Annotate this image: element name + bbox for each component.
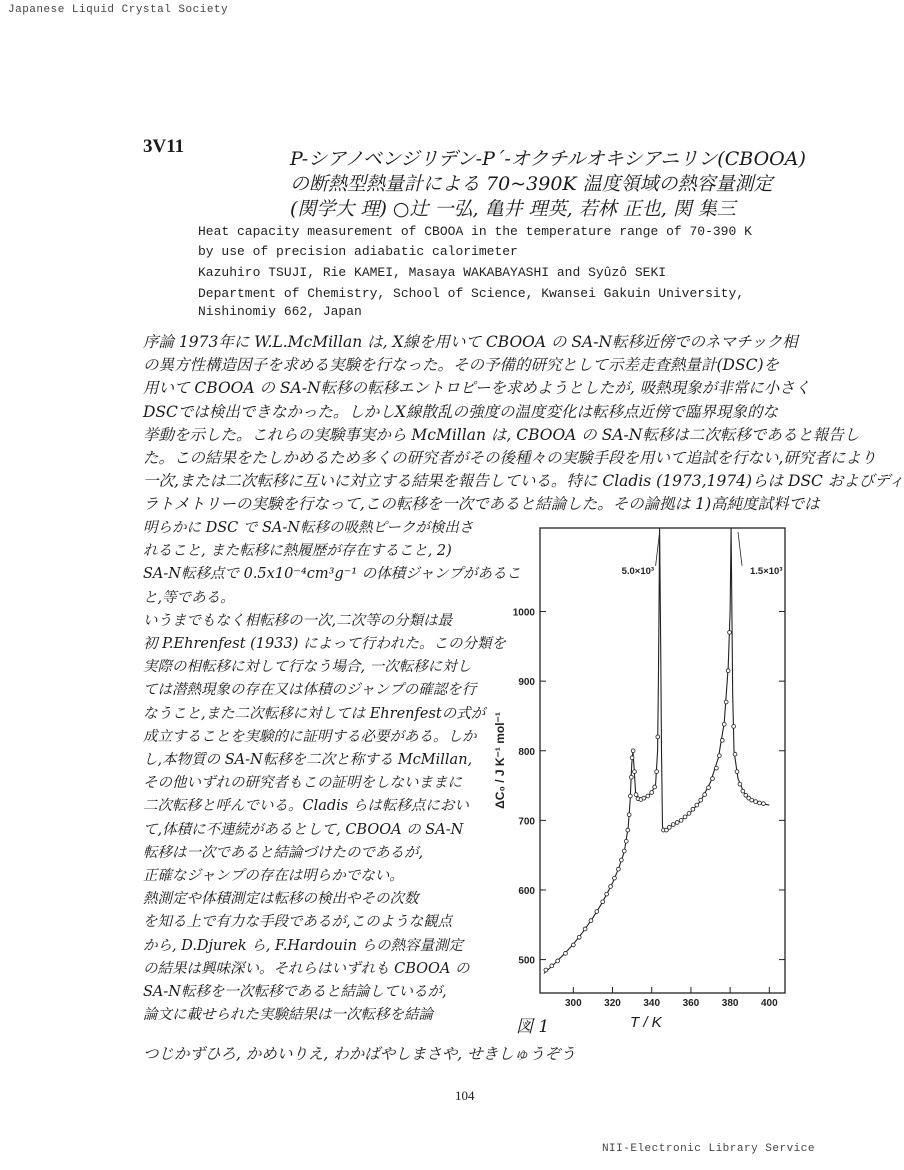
data-point xyxy=(762,802,766,806)
data-point xyxy=(717,754,721,758)
body-line: 二次転移と呼んでいる。Cladis らは転移点におい xyxy=(143,798,469,815)
data-point xyxy=(679,818,683,822)
y-tick-label: 600 xyxy=(518,885,535,897)
body-line: その他いずれの研究者もこの証明をしないままに xyxy=(143,775,462,792)
body-line: れること, また転移に熱履歴が存在すること, 2) xyxy=(143,543,452,560)
body-line: 成立することを実験的に証明する必要がある。しか xyxy=(143,728,477,745)
data-point xyxy=(601,900,605,904)
series-line xyxy=(544,528,769,974)
data-point xyxy=(624,839,628,843)
author-names-romaji: つじかずひろ, かめいりえ, わかばやしまさや, せきしゅうぞう xyxy=(143,1045,576,1063)
body-line: 初 P.Ehrenfest (1933) によって行われた。この分類を xyxy=(143,636,506,652)
y-tick-label: 500 xyxy=(518,955,535,967)
data-point xyxy=(711,777,715,781)
data-point xyxy=(707,786,711,790)
affiliation: Department of Chemistry, School of Science, Kwansei Gakuin University, xyxy=(198,286,745,301)
peak-annotation: 5.0×10³ xyxy=(621,565,655,577)
data-point xyxy=(724,700,728,704)
body-line: ラトメトリーの実験を行なって,この転移を一次であると結論した。その論拠は 1)高純度試料では xyxy=(143,495,820,514)
data-point xyxy=(671,823,675,827)
x-tick-label: 360 xyxy=(682,998,700,1009)
society-header: Japanese Liquid Crystal Society xyxy=(8,4,229,16)
data-point xyxy=(741,789,745,793)
data-point xyxy=(609,885,613,889)
body-line: ては潜熱現象の存在又は体積のジャンプの確認を行 xyxy=(143,682,477,699)
data-point xyxy=(722,722,726,726)
data-point xyxy=(622,849,626,853)
library-footer: NII-Electronic Library Service xyxy=(601,1143,815,1155)
x-tick-label: 300 xyxy=(564,998,582,1009)
body-line: の異方性構造因子を求める実験を行なった。その予備的研究として示差走査熱量計(DSC)を xyxy=(143,356,780,375)
data-point xyxy=(703,793,707,797)
data-point xyxy=(631,749,635,753)
body-line: 挙動を示した。これらの実験事実から McMillan は, CBOOA の SA-N転移は二次転移であると報告し xyxy=(143,425,860,444)
data-point xyxy=(544,968,548,972)
y-tick-label: 800 xyxy=(518,746,535,758)
data-point xyxy=(750,798,754,802)
data-point xyxy=(589,919,593,923)
body-line: 正確なジャンプの存在は明らかでない。 xyxy=(143,868,404,884)
plot-frame xyxy=(540,528,785,993)
data-point xyxy=(629,775,633,779)
y-tick-label: 900 xyxy=(518,677,535,689)
data-point xyxy=(634,793,638,797)
data-point xyxy=(605,892,609,896)
body-line: た。この結果をたしかめるため多くの研究者がその後種々の実験手段を用いて追試を行ない,研究者により xyxy=(143,449,877,467)
data-point xyxy=(683,815,687,819)
data-point xyxy=(728,631,732,635)
data-point xyxy=(656,735,660,739)
data-point xyxy=(754,800,758,804)
data-point xyxy=(613,876,617,880)
data-point xyxy=(617,867,621,871)
body-line: 論文に載せられた実験結果は一次転移を結論 xyxy=(143,1007,433,1024)
data-point xyxy=(595,910,599,914)
body-line: DSCでは検出できなかった。しかしX線散乱の強度の温度変化は転移点近傍で臨界現象的な xyxy=(143,402,778,421)
data-point xyxy=(630,756,634,760)
data-point xyxy=(633,770,637,774)
data-point xyxy=(695,803,699,807)
y-axis-label: ΔC₀ / J K⁻¹ mol⁻¹ xyxy=(493,712,507,809)
data-point xyxy=(699,798,703,802)
figure-label: 図 1 xyxy=(516,1017,550,1037)
body-line: 一次,または二次転移に互いに対立する結果を報告している。特に Cladis (1973,1974)らは DSC およびディ xyxy=(143,472,904,491)
data-point xyxy=(687,812,691,816)
data-point xyxy=(675,821,679,825)
data-point xyxy=(738,782,742,786)
data-point xyxy=(667,825,671,829)
data-point xyxy=(577,935,581,939)
authors-en: Kazuhiro TSUJI, Rie KAMEI, Masaya WAKABAYASHI and Syûzô SEKI xyxy=(198,265,667,280)
data-point xyxy=(733,752,737,756)
data-point xyxy=(735,770,739,774)
title-en: Heat capacity measurement of CBOOA in the temperature range of 70-390 K xyxy=(198,224,752,239)
body-line: 用いて CBOOA の SA-N転移の転移エントロピーを求めようとしたが, 吸熱現象が非常に小さく xyxy=(143,379,811,398)
body-line: の結果は興味深い。それらはいずれも CBOOA の xyxy=(143,960,470,977)
data-point xyxy=(691,807,695,811)
data-point xyxy=(583,927,587,931)
body-line: 熱測定や体積測定は転移の検出やその次数 xyxy=(143,891,419,908)
x-tick-label: 320 xyxy=(604,998,621,1009)
data-point xyxy=(655,770,659,774)
x-tick-label: 380 xyxy=(721,998,739,1009)
address: Nishinomiy 662, Japan xyxy=(198,304,362,319)
y-tick-label: 700 xyxy=(518,816,535,828)
body-line: 実際の相転移に対して行なう場合, 一次転移に対し xyxy=(143,659,472,676)
body-line: なうこと,また二次転移に対しては Ehrenfestの式が xyxy=(143,705,486,722)
body-line: SA-N転移点で 0.5x10⁻⁴cm³g⁻¹ の体積ジャンプがあるこ xyxy=(143,566,522,583)
abstract-code: 3V11 xyxy=(143,136,185,157)
data-point xyxy=(653,785,657,789)
body-line: し,本物質の SA-N転移を二次と称する McMillan, xyxy=(143,752,473,768)
body-line: SA-N転移を一次転移であると結論しているが, xyxy=(143,984,447,1000)
body-line: 明らかに DSC で SA-N転移の吸熱ピークが検出さ xyxy=(143,520,474,536)
data-point xyxy=(564,951,568,955)
page-number: 104 xyxy=(455,1088,475,1103)
data-point xyxy=(646,794,650,798)
x-tick-label: 340 xyxy=(643,998,661,1009)
body-line: と,等である。 xyxy=(143,589,235,606)
body-line: 転移は一次であると結論づけたのであるが, xyxy=(143,844,424,861)
body-line: いうまでもなく相転移の一次,二次等の分類は最 xyxy=(143,612,453,629)
data-point xyxy=(628,794,632,798)
data-point xyxy=(626,828,630,832)
body-line: て,体積に不連続があるとして, CBOOA の SA-N xyxy=(143,821,464,838)
chart-x-axis-label: T / K xyxy=(630,1014,662,1031)
data-point xyxy=(642,796,646,800)
data-point xyxy=(619,858,623,862)
title-ja-line-3: (関学大 理) ○辻 一弘, 亀井 理英, 若林 正也, 関 集三 xyxy=(290,198,736,220)
body-line: 序論 1973年に W.L.McMillan は, X線を用いて CBOOA の SA-N転移近傍でのネマチック相 xyxy=(143,333,798,351)
data-point xyxy=(726,669,730,673)
body-line: から, D.Djurek ら, F.Hardouin らの熱容量測定 xyxy=(143,937,464,954)
data-point xyxy=(732,724,736,728)
annotation-leader xyxy=(738,532,742,566)
data-point xyxy=(550,964,554,968)
data-point xyxy=(650,791,654,795)
data-point xyxy=(627,813,631,817)
data-point xyxy=(715,766,719,770)
peak-annotation: 1.5×10³ xyxy=(750,565,783,577)
data-point xyxy=(720,738,724,742)
body-line: を知る上で有力な手段であるが,このような観点 xyxy=(143,914,453,931)
y-tick-label: 1000 xyxy=(512,607,535,619)
x-tick-label: 400 xyxy=(760,998,778,1009)
data-point xyxy=(758,801,762,805)
title-ja-line-2: の断熱型熱量計による 70~390K 温度領域の熱容量測定 xyxy=(290,173,773,195)
title-en-line-2: by use of precision adiabatic calorimeter xyxy=(198,244,518,259)
heat-capacity-chart xyxy=(490,520,810,1010)
data-point xyxy=(571,943,575,947)
data-point xyxy=(556,959,560,963)
title-ja-line-1: P-シアノベンジリデン-P´-オクチルオキシアニリン(CBOOA) xyxy=(290,148,806,170)
